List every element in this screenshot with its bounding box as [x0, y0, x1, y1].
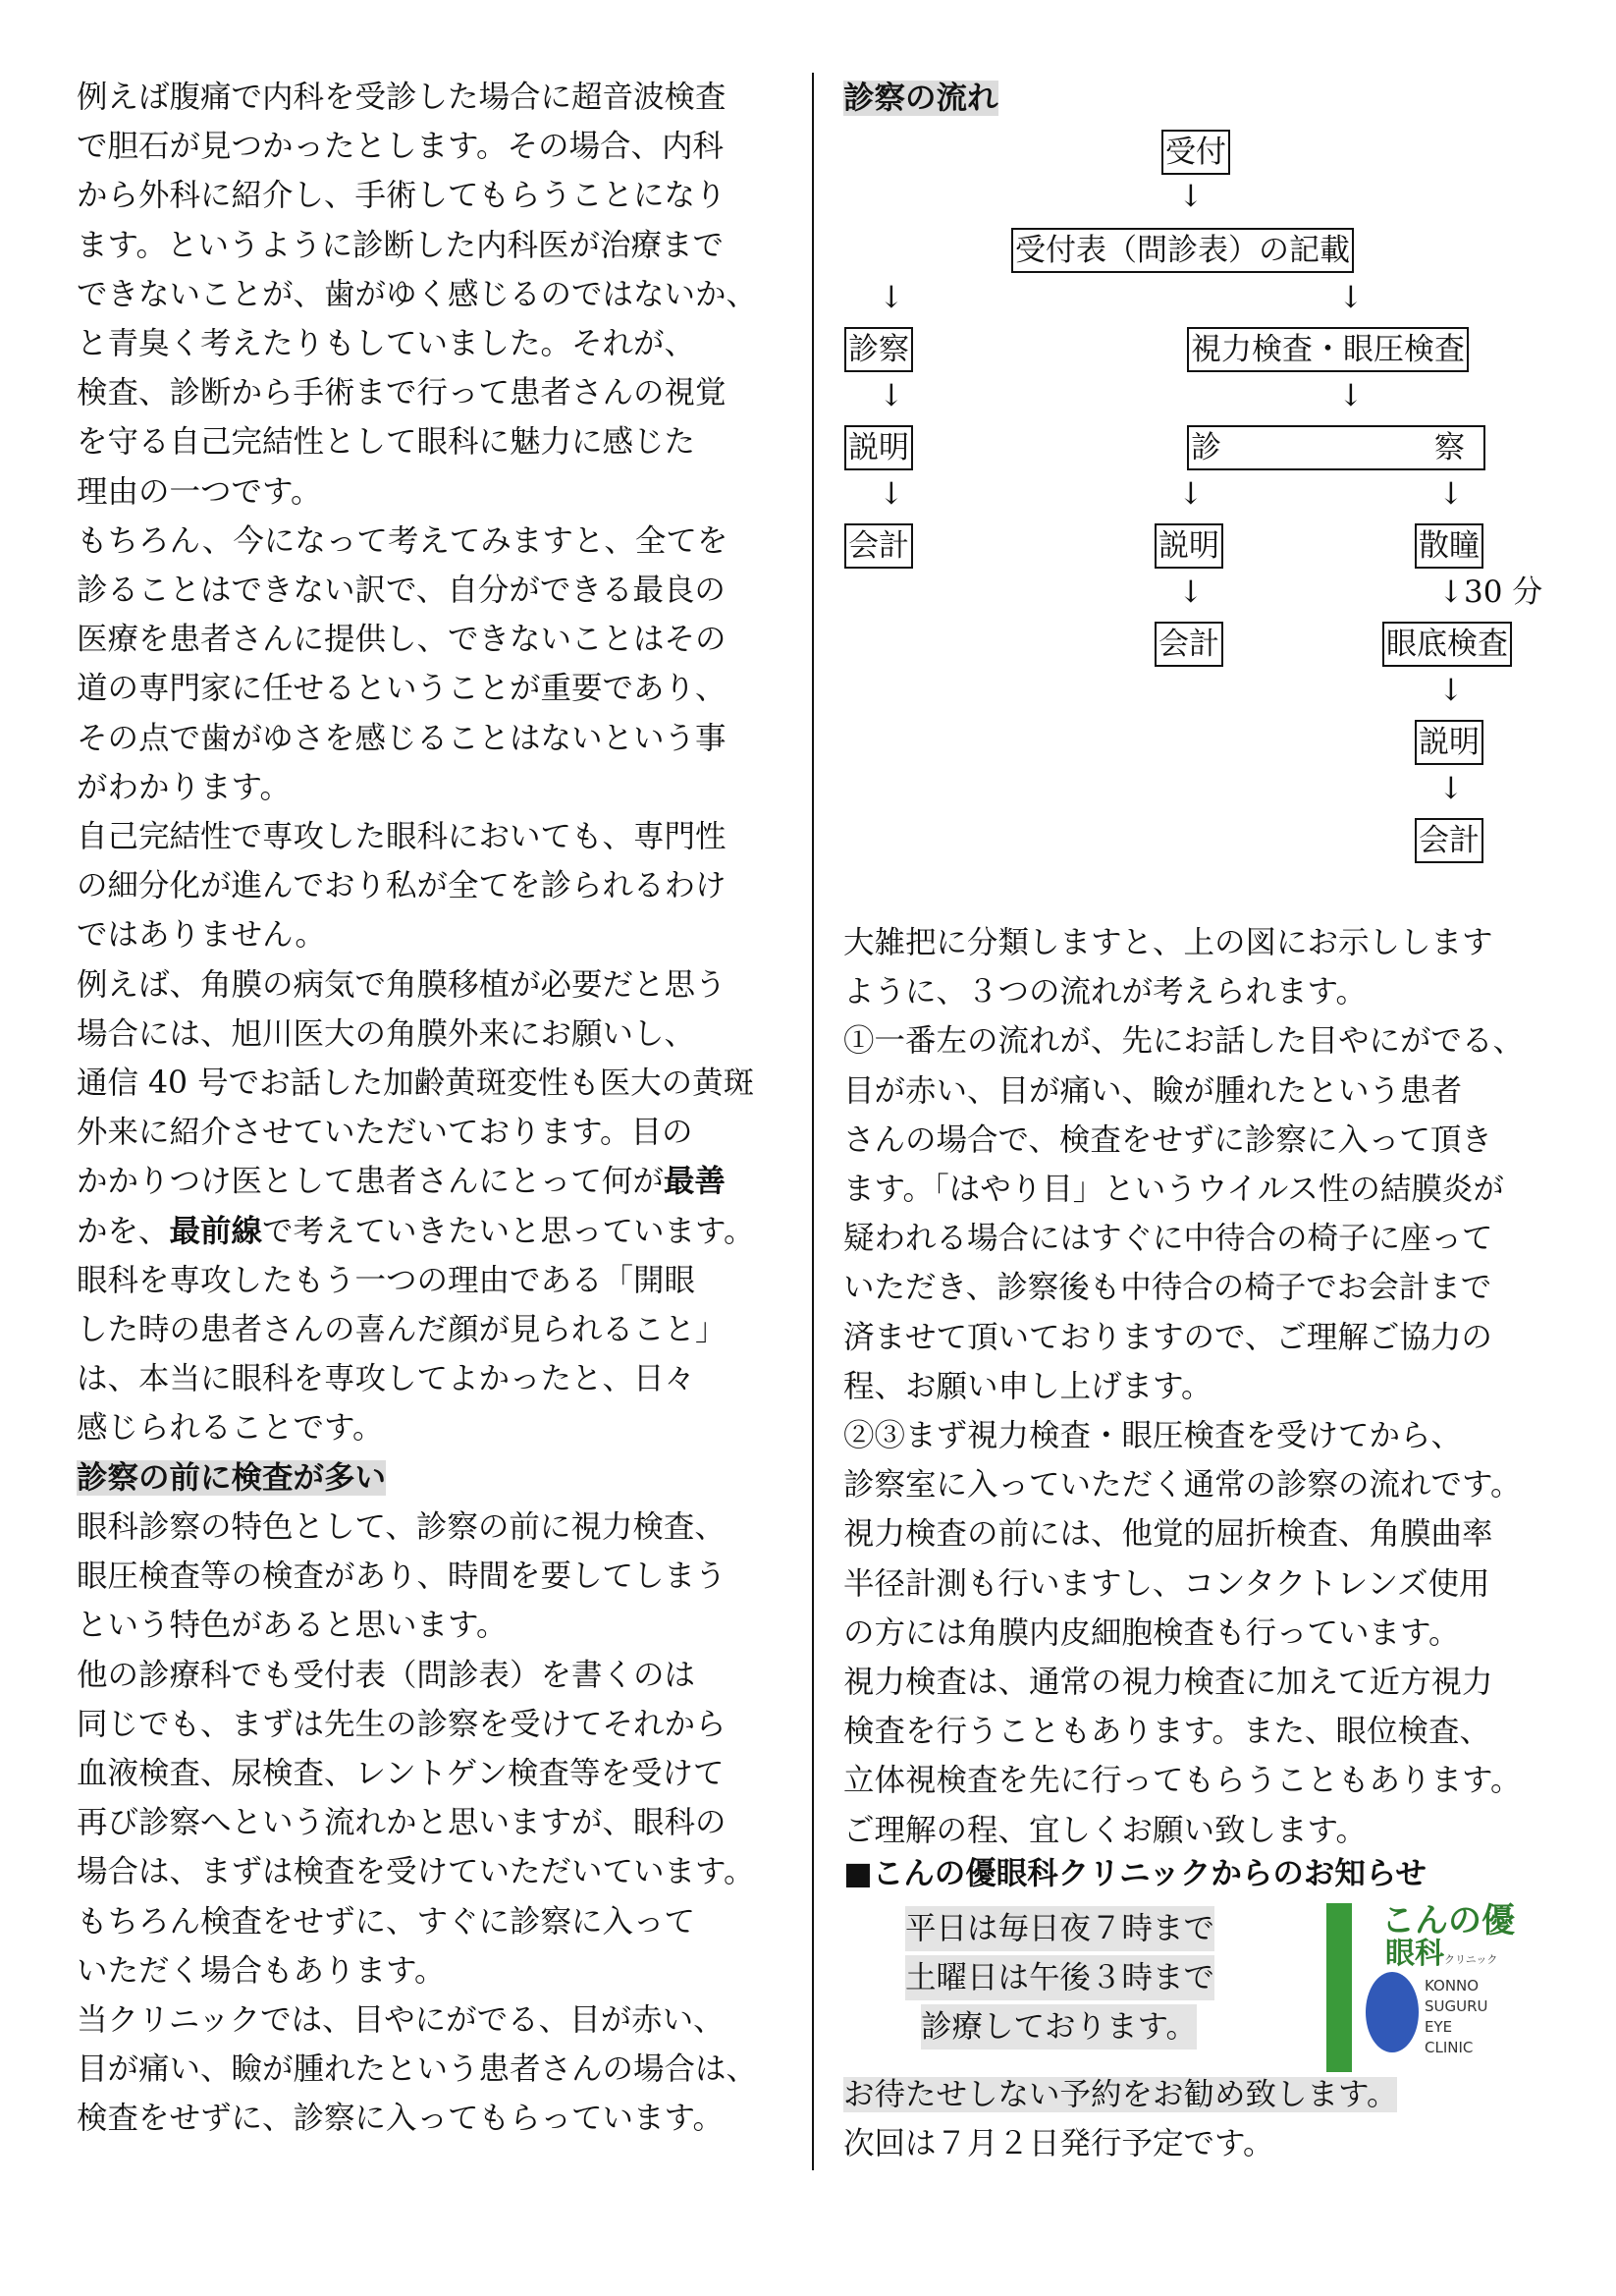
flow-arrow: ↓	[1338, 378, 1364, 413]
text-line: 眼圧検査等の検査があり、時間を要してしまう	[77, 1558, 727, 1595]
text-line: ご理解の程、宜しくお願い致します。	[843, 1812, 1367, 1848]
text-line: の細分化が進んでおり私が全てを診られるわけ	[77, 868, 727, 904]
flow-arrow: ↓	[879, 280, 904, 315]
hours-weekday: 平日は毎日夜７時まで	[905, 1906, 1214, 1951]
next-issue-note: 次回は７月２日発行予定です。	[843, 2126, 1274, 2161]
text-line: 血液検査、尿検査、レントゲン検査等を受けて	[77, 1755, 725, 1791]
logo-text-name: こんの優	[1381, 1901, 1515, 1941]
emphasis-text: 最前線	[169, 1213, 263, 1249]
flow-arrow: ↓	[1178, 476, 1204, 512]
text-line: 外来に紹介させていただいております。目の	[77, 1115, 693, 1151]
section-heading	[77, 1453, 783, 1503]
text-line: 当クリニックでは、目やにがでる、目が赤い、	[77, 2001, 725, 2038]
text-line: 同じでも、まずは先生の診察を受けてそれから	[77, 1706, 727, 1742]
flow-title-text: 診察の流れ	[843, 81, 998, 116]
text-line: いただき、診察後も中待合の椅子でお会計まで	[843, 1270, 1492, 1306]
reserve-note	[843, 2070, 1397, 2119]
text-run: かを、	[77, 1213, 170, 1249]
text-line: さんの場合で、検査をせずに診察に入って頂き	[843, 1121, 1492, 1158]
text-line: 大雑把に分類しますと、上の図にお示しします	[843, 925, 1493, 960]
flow-box-pay-c: 会計	[1415, 818, 1483, 863]
reserve-note-text: お待たせしない予約をお勧め致します。	[843, 2077, 1398, 2112]
logo-en-line: EYE	[1425, 2018, 1453, 2036]
text-line: 感じられることです。	[77, 1410, 384, 1447]
flow-box-fundus: 眼底検査	[1382, 622, 1512, 667]
emphasis-text: 最善	[663, 1164, 726, 1200]
right-column	[843, 918, 1570, 1855]
logo-text-dept	[1385, 1939, 1497, 1976]
text-line: 眼科診察の特色として、診察の前に視力検査、	[77, 1508, 726, 1545]
text-line: 診察室に入っていただく通常の診察の流れです。	[843, 1467, 1522, 1503]
text-line: 例えば、角膜の病気で角膜移植が必要だと思う	[77, 966, 727, 1003]
text-line: 視力検査の前には、他覚的屈折検査、角膜曲率	[843, 1516, 1493, 1553]
column-divider	[812, 73, 814, 2170]
text-line: もちろん、今になって考えてみますと、全てを	[77, 522, 728, 559]
text-line: 理由の一つです。	[77, 473, 322, 510]
text-line: その点で歯がゆさを感じることはないという事	[77, 720, 727, 756]
flow-box-dilation: 散瞳	[1415, 523, 1483, 569]
text-line: から外科に紹介し、手術してもらうことになり	[77, 178, 727, 214]
flow-box-reception: 受付	[1161, 130, 1230, 175]
hours-saturday: 土曜日は午後３時まで	[905, 1955, 1214, 2000]
text-line: 疑われる場合にはすぐに中待合の椅子に座って	[843, 1221, 1493, 1257]
flow-box-exam-b: 診 察	[1187, 425, 1485, 470]
flow-box-tests: 視力検査・眼圧検査	[1187, 327, 1469, 372]
text-line: がわかります。	[77, 769, 291, 805]
hours-note: 診療しております。	[921, 2004, 1197, 2050]
flow-arrow-wait: ↓30 分	[1438, 574, 1543, 610]
closing-notes	[843, 2070, 1397, 2168]
text-line: ではありません。	[77, 917, 326, 954]
text-line: できないことが、歯がゆく感じるのではないか、	[77, 276, 758, 312]
text-line: ます。というように診断した内科医が治療まで	[77, 227, 724, 263]
flow-box-explain-b: 説明	[1155, 523, 1223, 569]
text-line: 眼科を専攻したもう一つの理由である「開眼	[77, 1262, 696, 1298]
text-line	[77, 1157, 783, 1206]
flow-arrow: ↓	[1178, 179, 1204, 214]
text-line: 診ることはできない訳で、自分ができる最良の	[77, 573, 726, 609]
text-line: 自己完結性で専攻した眼科においても、専門性	[77, 819, 727, 855]
text-line: 目が赤い、目が痛い、瞼が腫れたという患者	[843, 1072, 1463, 1109]
text-line: ①一番左の流れが、先にお話した目やにがでる、	[843, 1023, 1525, 1060]
text-line: 例えば腹痛で内科を受診した場合に超音波検査	[77, 80, 727, 115]
text-line: ように、３つの流れが考えられます。	[843, 974, 1367, 1011]
flow-title	[843, 79, 998, 118]
logo-en-line: CLINIC	[1425, 2039, 1474, 2056]
text-line: 通信 40 号でお話した加齢黄斑変性も医大の黄斑	[77, 1066, 755, 1102]
logo-text-dept-main: 眼科	[1385, 1937, 1444, 1971]
text-line: 半径計測も行いますし、コンタクトレンズ使用	[843, 1565, 1490, 1602]
text-line: 検査をせずに、診察に入ってもらっています。	[77, 2101, 724, 2137]
logo-en-line: SUGURU	[1425, 1997, 1488, 2015]
text-run: で考えていきたいと思っています。	[262, 1213, 755, 1249]
text-line: は、本当に眼科を専攻してよかったと、日々	[77, 1361, 696, 1397]
text-line: 場合には、旭川医大の角膜外来にお願いし、	[77, 1015, 696, 1052]
text-line: 検査を行うこともあります。また、眼位検査、	[843, 1714, 1490, 1750]
text-line: 医療を患者さんに提供し、できないことはその	[77, 622, 727, 658]
flow-box-explain-c: 説明	[1415, 720, 1483, 765]
text-line: の方には角膜内皮細胞検査も行っています。	[843, 1614, 1460, 1651]
text-line: ②③まず視力検査・眼圧検査を受けてから、	[843, 1418, 1463, 1454]
text-line: 他の診療科でも受付表（問診表）を書くのは	[77, 1657, 696, 1693]
flow-arrow: ↓	[1438, 476, 1464, 512]
text-line: 立体視検査を先に行ってもらうこともあります。	[843, 1763, 1522, 1799]
text-line: という特色があると思います。	[77, 1608, 508, 1644]
flow-box-exam-a: 診察	[844, 327, 913, 372]
text-line: で胆石が見つかったとします。その場合、内科	[77, 129, 724, 165]
text-line: 視力検査は、通常の視力検査に加えて近方視力	[843, 1665, 1493, 1701]
flow-box-explain-a: 説明	[844, 425, 913, 470]
flow-arrow: ↓	[879, 476, 904, 512]
flow-arrow: ↓	[879, 378, 904, 413]
text-line: 場合は、まずは検査を受けていただいています。	[77, 1854, 755, 1890]
flow-box-form: 受付表（問診表）の記載	[1011, 228, 1354, 273]
text-line: ます。「はやり目」というウイルス性の結膜炎が	[843, 1172, 1504, 1208]
section-heading-text: 診察の前に検査が多い	[77, 1459, 387, 1496]
flow-box-pay-b: 会計	[1155, 622, 1223, 667]
flow-arrow: ↓	[1338, 280, 1364, 315]
left-column	[77, 73, 783, 2144]
text-line: 道の専門家に任せるということが重要であり、	[77, 671, 727, 707]
logo-en-line: KONNO	[1425, 1977, 1480, 1995]
text-line: 済ませて頂いておりますので、ご理解ご協力の	[843, 1319, 1492, 1355]
logo-bar	[1326, 1903, 1352, 2072]
text-line	[77, 1207, 783, 1256]
text-line: した時の患者さんの喜んだ顔が見られること」	[77, 1312, 727, 1348]
text-line: 程、お願い申し上げます。	[843, 1368, 1212, 1404]
text-line: を守る自己完結性として眼科に魅力に感じた	[77, 424, 696, 461]
text-line: もちろん検査をせずに、すぐに診察に入って	[77, 1903, 696, 1940]
text-line: 再び診察へという流れかと思いますが、眼科の	[77, 1805, 727, 1841]
flow-arrow: ↓	[1178, 574, 1204, 610]
flow-arrow: ↓	[1438, 673, 1464, 708]
logo-text-dept-small: クリニック	[1444, 1953, 1498, 1966]
text-line: 目が痛い、瞼が腫れたという患者さんの場合は、	[77, 2051, 758, 2088]
text-run: かかりつけ医として患者さんにとって何が	[77, 1164, 664, 1200]
flow-box-pay-a: 会計	[844, 523, 913, 569]
logo-circle-icon	[1366, 1972, 1419, 2052]
flow-arrow: ↓	[1438, 771, 1464, 806]
text-line: 検査、診断から手術まで行って患者さんの視覚	[77, 375, 727, 411]
text-line: いただく場合もあります。	[77, 1952, 446, 1989]
logo-text-english	[1425, 1976, 1488, 2058]
text-line: と青臭く考えたりもしていました。それが、	[77, 326, 696, 362]
clinic-logo	[1326, 1901, 1515, 2072]
notice-title: ■こんの優眼科クリニックからのお知らせ	[843, 1856, 1427, 1891]
